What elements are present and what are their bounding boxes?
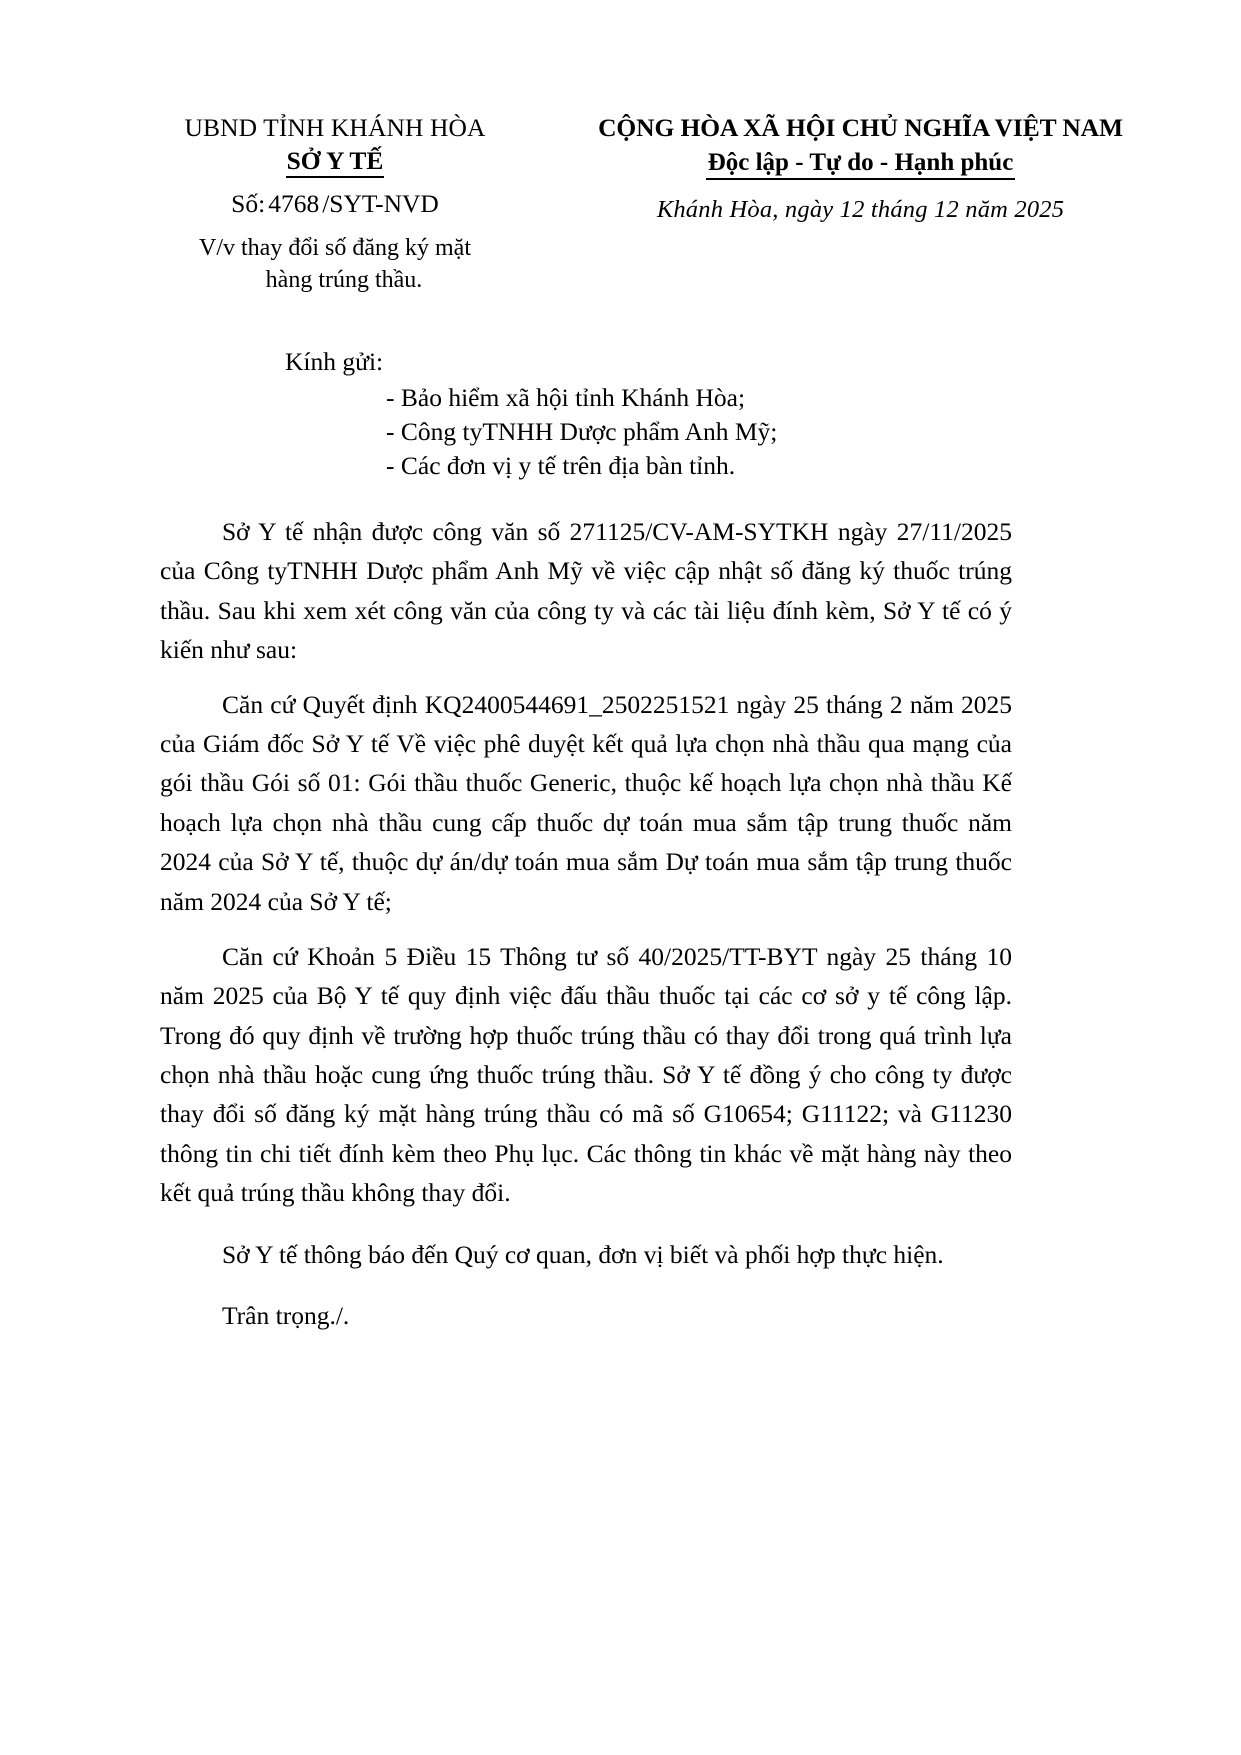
national-motto: [706, 147, 1016, 178]
subject-line-1: V/v thay đổi số đăng ký mặt: [199, 235, 471, 262]
document-subject: [120, 233, 550, 296]
list-item: - Bảo hiểm xã hội tỉnh Khánh Hòa;: [386, 383, 746, 413]
document-header: [0, 112, 1241, 296]
document-number-value: 4768: [268, 189, 320, 219]
body-paragraph-closing: Sở Y tế thông báo đến Quý cơ quan, đơn vị biết và phối hợp thực hiện.: [222, 1239, 944, 1269]
body-paragraph: Sở Y tế nhận được công văn số 271125/CV-AM-SYTKH ngày 27/11/2025 của Công tyTNHH Dược phẩm Anh Mỹ về việc cập nhật số đăng ký thuốc trúng thầu. Sau khi xem xét công văn của công ty và các tài liệu đính kèm, Sở Y tế có ý kiến như sau:: [160, 517, 1012, 665]
national-header-block: [550, 112, 1241, 224]
recipients-label: Kính gửi:: [285, 347, 384, 376]
issuing-organization: [286, 145, 385, 177]
issuing-organization-text: SỞ Y TẾ: [286, 146, 385, 178]
recipients-list: [386, 381, 1241, 483]
document-number: [120, 188, 550, 220]
document-body: [160, 512, 1012, 1335]
recipients-block: [0, 345, 1241, 483]
parent-organization: UBND TỈNH KHÁNH HÒA: [184, 113, 486, 142]
national-title: CỘNG HÒA XÃ HỘI CHỦ NGHĨA VIỆT NAM: [598, 113, 1123, 142]
list-item: - Các đơn vị y tế trên địa bàn tỉnh.: [386, 450, 736, 480]
body-paragraph-regards: Trân trọng./.: [222, 1301, 350, 1331]
document-number-suffix: /SYT-NVD: [322, 189, 439, 219]
place-and-date: Khánh Hòa, ngày 12 tháng 12 năm 2025: [656, 195, 1065, 223]
list-item: - Công tyTNHH Dược phẩm Anh Mỹ;: [386, 417, 778, 447]
national-motto-text: Độc lập - Tự do - Hạnh phúc: [706, 149, 1016, 180]
body-paragraph: Căn cứ Quyết định KQ2400544691_2502251521 ngày 25 tháng 2 năm 2025 của Giám đốc Sở Y tế Về việc phê duyệt kết quả lựa chọn nhà thầu qua mạng của gói thầu Gói số 01: Gói thầu thuốc Generic, thuộc kế hoạch lựa chọn nhà thầu Kế hoạch lựa chọn nhà thầu cung cấp thuốc dự toán mua sắm tập trung thuốc năm 2024 của Sở Y tế, thuộc dự án/dự toán mua sắm Dự toán mua sắm tập trung thuốc năm 2024 của Sở Y tế;: [160, 689, 1012, 916]
issuing-authority-block: [120, 112, 550, 296]
document-number-label: Số:: [231, 189, 266, 219]
body-paragraph: Căn cứ Khoản 5 Điều 15 Thông tư số 40/2025/TT-BYT ngày 25 tháng 10 năm 2025 của Bộ Y tế quy định việc đấu thầu thuốc tại các cơ sở y tế công lập. Trong đó quy định về trường hợp thuốc trúng thầu có thay đổi trong quá trình lựa chọn nhà thầu hoặc cung ứng thuốc trúng thầu. Sở Y tế đồng ý cho công ty được thay đổi số đăng ký mặt hàng trúng thầu có mã số G10654; G11122; và G11230 thông tin chi tiết đính kèm theo Phụ lục. Các thông tin khác về mặt hàng này theo kết quả trúng thầu không thay đổi.: [160, 941, 1012, 1208]
subject-line-2: hàng trúng thầu.: [265, 266, 423, 293]
